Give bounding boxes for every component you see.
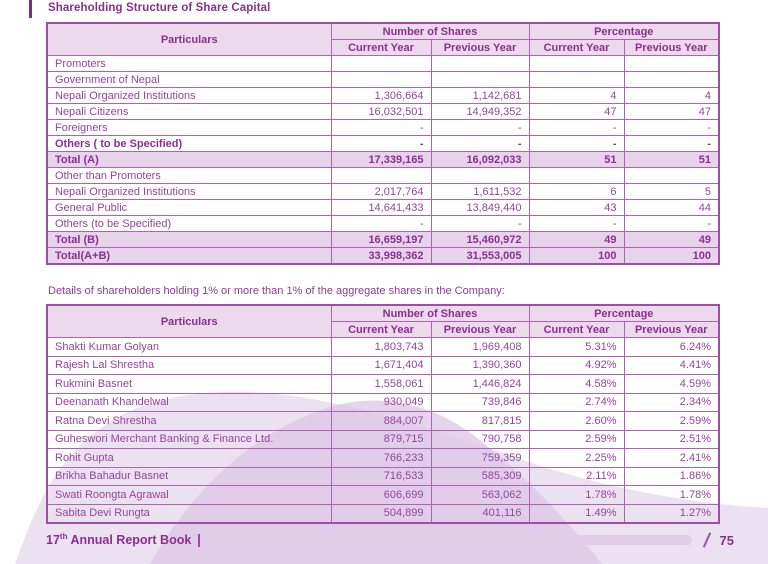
table-row	[47, 430, 719, 449]
row-shares-previous-year: 13,849,440	[431, 200, 529, 216]
row-pct-previous-year	[624, 56, 719, 72]
row-shares-previous-year: 1,611,532	[431, 184, 529, 200]
table-row	[47, 486, 719, 505]
row-shares-current-year	[331, 72, 431, 88]
row-shares-previous-year	[431, 56, 529, 72]
row-shares-current-year: 716,533	[331, 467, 431, 486]
row-shares-previous-year: 790,758	[431, 430, 529, 449]
row-pct-previous-year: 1.27%	[624, 504, 719, 523]
row-pct-previous-year	[624, 168, 719, 184]
row-pct-previous-year: 1.86%	[624, 467, 719, 486]
row-shares-previous-year: -	[431, 216, 529, 232]
row-shares-previous-year: 1,446,824	[431, 375, 529, 394]
row-shares-current-year: 16,032,501	[331, 104, 431, 120]
row-pct-current-year: -	[529, 216, 624, 232]
row-particulars: Total (A)	[47, 152, 331, 168]
row-pct-current-year: 43	[529, 200, 624, 216]
row-pct-previous-year: 4.41%	[624, 356, 719, 375]
column-header-pct-current-year: Current Year	[529, 322, 624, 338]
row-pct-current-year: -	[529, 136, 624, 152]
row-particulars: Deenanath Khandelwal	[47, 393, 331, 412]
page-title: Shareholding Structure of Share Capital	[48, 2, 271, 14]
row-particulars: Shakti Kumar Golyan	[47, 338, 331, 357]
row-pct-current-year: -	[529, 120, 624, 136]
row-pct-current-year: 5.31%	[529, 338, 624, 357]
table-row	[47, 216, 719, 232]
row-shares-previous-year: 739,846	[431, 393, 529, 412]
row-shares-current-year: -	[331, 136, 431, 152]
column-group-percentage: Percentage	[529, 23, 719, 40]
table-row	[47, 449, 719, 468]
row-particulars: Other than Promoters	[47, 168, 331, 184]
row-pct-current-year: 2.74%	[529, 393, 624, 412]
row-shares-current-year: 606,699	[331, 486, 431, 505]
row-pct-previous-year: 5	[624, 184, 719, 200]
column-header-shares-current-year: Current Year	[331, 322, 431, 338]
row-shares-previous-year: 1,390,360	[431, 356, 529, 375]
row-shares-current-year: 884,007	[331, 412, 431, 431]
row-particulars: Rohit Gupta	[47, 449, 331, 468]
row-shares-previous-year: 31,553,005	[431, 248, 529, 265]
column-group-number-of-shares: Number of Shares	[331, 305, 529, 322]
row-pct-previous-year: -	[624, 136, 719, 152]
row-pct-previous-year: 100	[624, 248, 719, 265]
footer-slash	[702, 532, 710, 547]
row-particulars: Nepali Citizens	[47, 104, 331, 120]
table-row	[47, 184, 719, 200]
footer-report-title	[46, 532, 191, 547]
row-pct-current-year: 4.58%	[529, 375, 624, 394]
row-particulars: Government of Nepal	[47, 72, 331, 88]
row-pct-previous-year: 49	[624, 232, 719, 248]
row-shares-previous-year: 585,309	[431, 467, 529, 486]
row-pct-current-year: 1.78%	[529, 486, 624, 505]
table-row	[47, 375, 719, 394]
row-particulars: Others ( to be Specified)	[47, 136, 331, 152]
row-pct-previous-year: 2.51%	[624, 430, 719, 449]
row-shares-previous-year	[431, 72, 529, 88]
row-pct-current-year: 4	[529, 88, 624, 104]
row-pct-previous-year: 2.59%	[624, 412, 719, 431]
row-shares-previous-year: 16,092,033	[431, 152, 529, 168]
row-shares-current-year: 1,671,404	[331, 356, 431, 375]
row-pct-previous-year: 4	[624, 88, 719, 104]
row-particulars: Total(A+B)	[47, 248, 331, 265]
row-shares-previous-year: -	[431, 136, 529, 152]
row-pct-previous-year: 1.78%	[624, 486, 719, 505]
row-pct-current-year	[529, 168, 624, 184]
table-header-row	[47, 23, 719, 40]
table-row	[47, 72, 719, 88]
table-row	[47, 467, 719, 486]
row-particulars: Rukmini Basnet	[47, 375, 331, 394]
footer-report-suffix: th	[59, 532, 68, 542]
column-header-shares-previous-year: Previous Year	[431, 40, 529, 56]
row-pct-current-year	[529, 56, 624, 72]
table-row	[47, 168, 719, 184]
row-pct-current-year: 1.49%	[529, 504, 624, 523]
share-capital-table	[46, 22, 720, 265]
table-row	[47, 504, 719, 523]
row-particulars: Nepali Organized Institutions	[47, 88, 331, 104]
row-shares-previous-year: -	[431, 120, 529, 136]
page-footer	[46, 530, 734, 550]
row-pct-previous-year: 4.59%	[624, 375, 719, 394]
table-row	[47, 152, 719, 168]
column-header-shares-current-year: Current Year	[331, 40, 431, 56]
row-shares-previous-year: 759,359	[431, 449, 529, 468]
table-row	[47, 232, 719, 248]
column-header-particulars: Particulars	[47, 305, 331, 338]
footer-report-number: 17	[46, 533, 60, 548]
row-pct-current-year: 2.25%	[529, 449, 624, 468]
table-row	[47, 200, 719, 216]
row-pct-current-year: 6	[529, 184, 624, 200]
row-pct-current-year: 2.59%	[529, 430, 624, 449]
row-particulars: Ratna Devi Shrestha	[47, 412, 331, 431]
row-pct-previous-year: 2.34%	[624, 393, 719, 412]
row-pct-previous-year: 6.24%	[624, 338, 719, 357]
major-shareholders-table	[46, 304, 720, 524]
row-pct-current-year: 4.92%	[529, 356, 624, 375]
row-shares-previous-year: 401,116	[431, 504, 529, 523]
row-shares-current-year	[331, 168, 431, 184]
row-shares-previous-year: 817,815	[431, 412, 529, 431]
section-label-major-shareholders: Details of shareholders holding 1% or more than 1% of the aggregate shares in the Company:	[48, 285, 505, 297]
table-row	[47, 356, 719, 375]
row-shares-current-year: 16,659,197	[331, 232, 431, 248]
row-particulars: Total (B)	[47, 232, 331, 248]
column-header-shares-previous-year: Previous Year	[431, 322, 529, 338]
row-shares-current-year: -	[331, 120, 431, 136]
column-header-pct-previous-year: Previous Year	[624, 322, 719, 338]
row-particulars: General Public	[47, 200, 331, 216]
row-shares-current-year: 33,998,362	[331, 248, 431, 265]
row-shares-current-year: 1,306,664	[331, 88, 431, 104]
row-pct-current-year	[529, 72, 624, 88]
row-shares-current-year: 14,641,433	[331, 200, 431, 216]
row-shares-current-year: 2,017,764	[331, 184, 431, 200]
footer-report-name: Annual Report Book	[67, 533, 192, 548]
row-pct-current-year: 2.60%	[529, 412, 624, 431]
footer-decor-bar	[208, 535, 691, 545]
column-group-number-of-shares: Number of Shares	[331, 23, 529, 40]
row-pct-current-year: 100	[529, 248, 624, 265]
row-pct-previous-year: 47	[624, 104, 719, 120]
row-particulars: Nepali Organized Institutions	[47, 184, 331, 200]
table-row	[47, 248, 719, 265]
table-row	[47, 136, 719, 152]
row-shares-previous-year	[431, 168, 529, 184]
table-row	[47, 393, 719, 412]
row-pct-current-year: 49	[529, 232, 624, 248]
table-row	[47, 412, 719, 431]
row-pct-previous-year: -	[624, 120, 719, 136]
table-row	[47, 338, 719, 357]
row-pct-current-year: 51	[529, 152, 624, 168]
table-row	[47, 56, 719, 72]
row-particulars: Rajesh Lal Shrestha	[47, 356, 331, 375]
table-row	[47, 104, 719, 120]
page-edge-tick	[29, 0, 32, 18]
row-particulars: Promoters	[47, 56, 331, 72]
row-pct-current-year: 47	[529, 104, 624, 120]
table-row	[47, 88, 719, 104]
row-shares-current-year: 17,339,165	[331, 152, 431, 168]
row-pct-previous-year: 51	[624, 152, 719, 168]
row-shares-current-year: 1,558,061	[331, 375, 431, 394]
row-pct-previous-year: -	[624, 216, 719, 232]
page-number: 75	[719, 532, 734, 548]
column-header-particulars: Particulars	[47, 23, 331, 56]
row-shares-previous-year: 563,062	[431, 486, 529, 505]
row-particulars: Swati Roongta Agrawal	[47, 486, 331, 505]
row-pct-previous-year: 44	[624, 200, 719, 216]
column-header-pct-current-year: Current Year	[529, 40, 624, 56]
row-shares-previous-year: 1,969,408	[431, 338, 529, 357]
row-shares-previous-year: 14,949,352	[431, 104, 529, 120]
row-shares-current-year: 879,715	[331, 430, 431, 449]
row-particulars: Brikha Bahadur Basnet	[47, 467, 331, 486]
row-pct-previous-year	[624, 72, 719, 88]
row-shares-current-year: 766,233	[331, 449, 431, 468]
table-row	[47, 120, 719, 136]
row-shares-current-year: 504,899	[331, 504, 431, 523]
table-header-row	[47, 305, 719, 322]
row-pct-current-year: 2.11%	[529, 467, 624, 486]
row-particulars: Others (to be Specified)	[47, 216, 331, 232]
row-pct-previous-year: 2.41%	[624, 449, 719, 468]
row-particulars: Guheswori Merchant Banking & Finance Ltd.	[47, 430, 331, 449]
row-particulars: Foreigners	[47, 120, 331, 136]
column-header-pct-previous-year: Previous Year	[624, 40, 719, 56]
row-shares-previous-year: 15,460,972	[431, 232, 529, 248]
row-shares-current-year: 930,049	[331, 393, 431, 412]
footer-divider	[198, 534, 200, 547]
row-particulars: Sabita Devi Rungta	[47, 504, 331, 523]
row-shares-current-year: 1,803,743	[331, 338, 431, 357]
row-shares-current-year: -	[331, 216, 431, 232]
column-group-percentage: Percentage	[529, 305, 719, 322]
row-shares-previous-year: 1,142,681	[431, 88, 529, 104]
row-shares-current-year	[331, 56, 431, 72]
